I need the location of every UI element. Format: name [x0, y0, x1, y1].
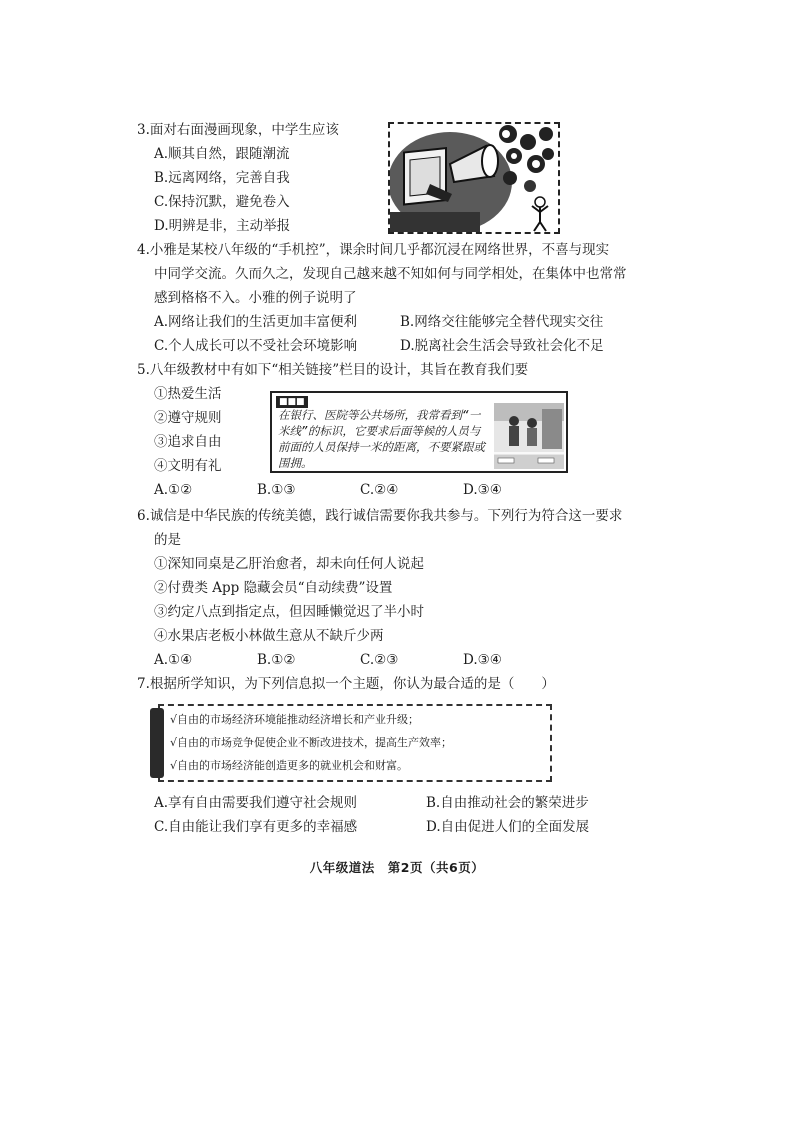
question-3-option-d: D.明辨是非，主动举报: [154, 218, 291, 234]
related-link-text: 在银行、医院等公共场所，我常看到“一米线”的标识，它要求后面等候的人员与前面的人员保持一米的距离，不要紧跟或围拥。: [278, 408, 485, 470]
question-3-option-a: A.顺其自然，跟随潮流: [154, 146, 290, 162]
question-5-option-c: C.②④: [360, 482, 399, 498]
info-box-side-bar: [150, 708, 164, 778]
question-6-option-a: A.①④: [154, 652, 193, 668]
question-6-line-2: 的是: [154, 532, 181, 548]
question-7: [137, 672, 555, 696]
info-line-3: √自由的市场经济能创造更多的就业机会和财富。: [170, 759, 409, 772]
question-6-item-1: ①深知同桌是乙肝治愈者，却未向任何人说起: [154, 556, 424, 572]
cartoon-illustration: [388, 122, 560, 234]
info-box-content: [170, 708, 452, 777]
question-6: [137, 504, 622, 672]
question-5-item-1: ①热爱生活: [154, 386, 222, 402]
question-4-options-row-2: [137, 334, 646, 358]
question-5-stem: 5.八年级教材中有如下“相关链接”栏目的设计，其旨在教育我们要: [137, 362, 529, 378]
question-6-option-c: C.②③: [360, 652, 399, 668]
question-4-line-2: 中同学交流。久而久之，发现自己越来越不知如何与同学相处，在集体中也常常: [154, 266, 627, 282]
queue-line-illustration: [494, 403, 564, 469]
question-4-option-d: D.脱离社会生活会导致社会化不足: [400, 338, 604, 354]
question-6-option-d: D.③④: [463, 652, 502, 668]
info-line-1: √自由的市场经济环境能推动经济增长和产业升级；: [170, 713, 420, 726]
question-4-line-1: 4.小雅是某校八年级的“手机控”，课余时间几乎都沉浸在网络世界，不喜与现实: [137, 242, 610, 258]
question-4-options-row-1: [137, 310, 646, 334]
question-6-option-b: B.①②: [257, 652, 296, 668]
page-footer: 八年级道法 第2页（共6页）: [309, 860, 485, 875]
related-link-tag-icon: ■■■: [276, 396, 308, 408]
question-4-line-3: 感到格格不入。小雅的例子说明了: [154, 290, 357, 306]
question-7-option-d: D.自由促进人们的全面发展: [426, 819, 590, 835]
question-7-stem: 7.根据所学知识，为下列信息拟一个主题，你认为最合适的是（ ）: [137, 676, 555, 692]
question-5-item-4: ④文明有礼: [154, 458, 222, 474]
question-6-options: [137, 648, 622, 672]
question-4: [137, 238, 646, 358]
question-3: [137, 118, 339, 238]
question-7-options-row-1: [137, 791, 672, 815]
question-4-option-a: A.网络让我们的生活更加丰富便利: [154, 314, 358, 330]
question-6-item-4: ④水果店老板小林做生意从不缺斤少两: [154, 628, 384, 644]
question-6-item-2: ②付费类 App 隐藏会员“自动续费”设置: [154, 580, 393, 596]
question-5-option-d: D.③④: [463, 482, 502, 498]
question-3-stem: 3.面对右面漫画现象，中学生应该: [137, 122, 339, 138]
question-6-line-1: 6.诚信是中华民族的传统美德，践行诚信需要你我共参与。下列行为符合这一要求: [137, 508, 623, 524]
question-5-item-2: ②遵守规则: [154, 410, 222, 426]
question-7-option-c: C.自由能让我们享有更多的幸福感: [154, 819, 358, 835]
question-7-option-b: B.自由推动社会的繁荣进步: [426, 795, 589, 811]
question-3-option-c: C.保持沉默，避免卷入: [154, 194, 290, 210]
question-7-options: [137, 791, 672, 839]
question-3-option-b: B.远离网络，完善自我: [154, 170, 290, 186]
question-5-option-a: A.①②: [154, 482, 193, 498]
related-link-box: [270, 391, 568, 473]
question-5-item-3: ③追求自由: [154, 434, 222, 450]
question-5-options: [137, 478, 566, 502]
cartoon-drawing: [390, 124, 558, 232]
info-line-2: √自由的市场竞争促使企业不断改进技术，提高生产效率；: [170, 736, 453, 749]
question-6-item-3: ③约定八点到指定点，但因睡懒觉迟了半小时: [154, 604, 424, 620]
question-7-options-row-2: [137, 815, 672, 839]
question-4-option-c: C.个人成长可以不受社会环境影响: [154, 338, 358, 354]
question-5-option-b: B.①③: [257, 482, 296, 498]
question-7-option-a: A.享有自由需要我们遵守社会规则: [154, 795, 358, 811]
question-4-option-b: B.网络交往能够完全替代现实交往: [400, 314, 604, 330]
